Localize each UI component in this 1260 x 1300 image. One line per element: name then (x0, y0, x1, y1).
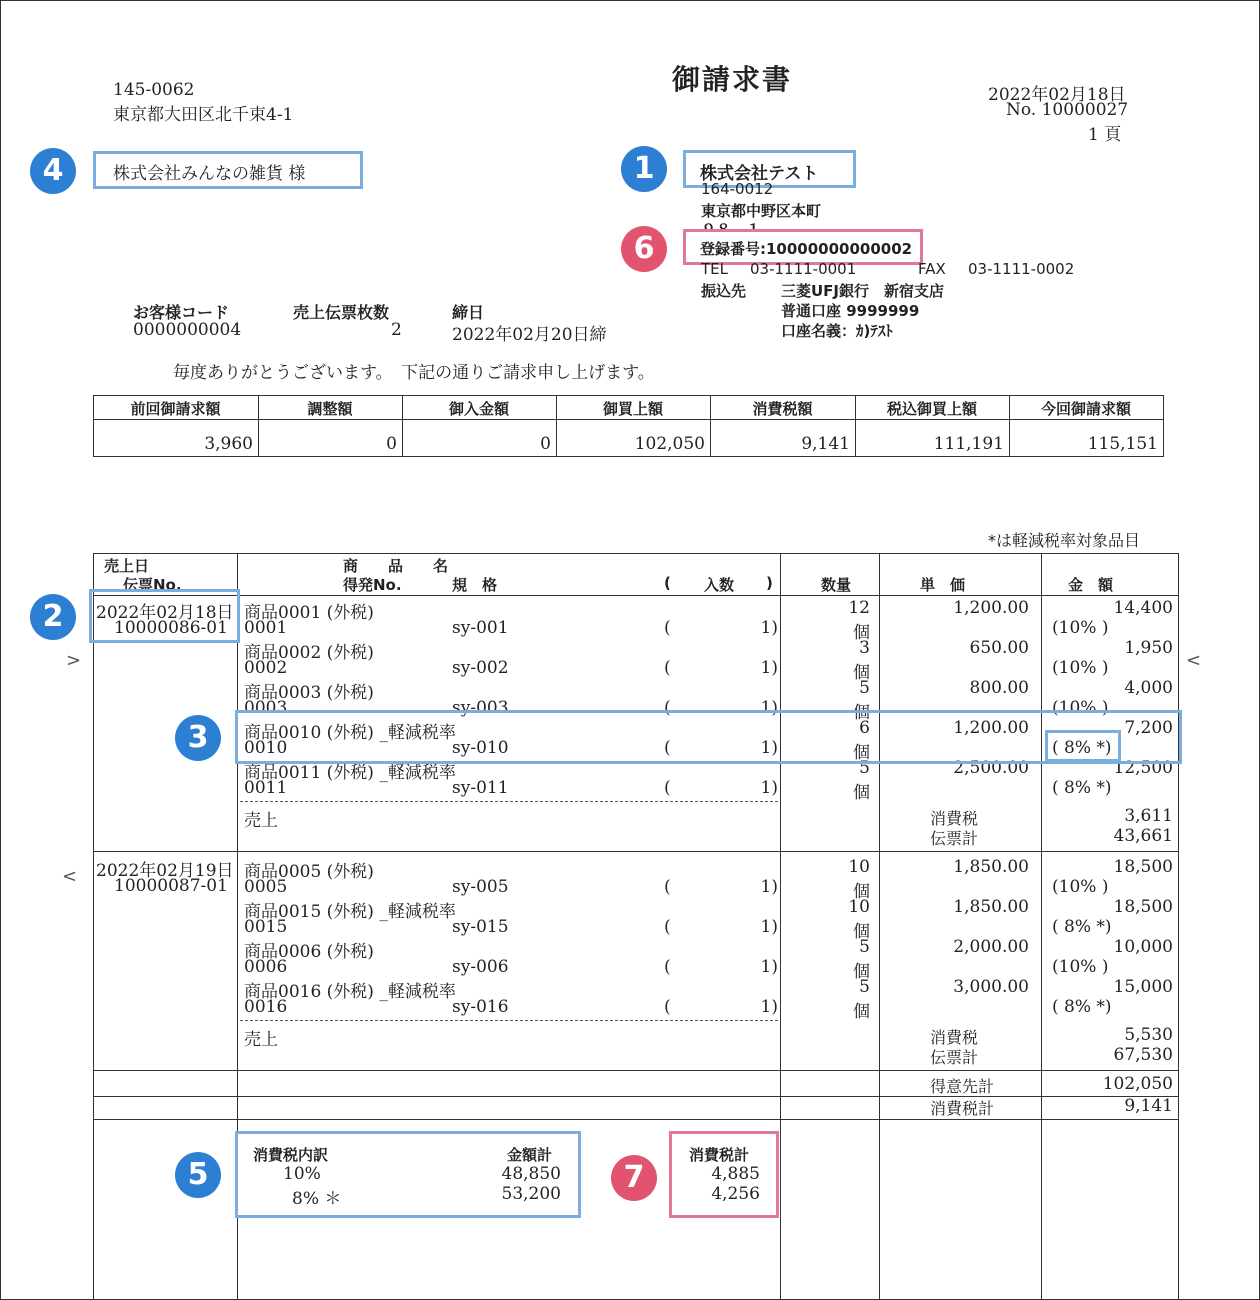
item-paren-open: ( (664, 698, 671, 718)
item-spec: sy-015 (452, 917, 509, 937)
customer-code: 0000000004 (133, 320, 242, 340)
item-quantity: 5 (859, 758, 870, 778)
slip1-total: 43,661 (1113, 826, 1173, 846)
item-code: 0006 (244, 957, 288, 977)
item-pack-qty: 1) (760, 618, 778, 638)
item-tax-rate: ( 8% *) (1052, 778, 1112, 798)
item-quantity: 12 (848, 598, 870, 618)
item-amount: 4,000 (1124, 678, 1173, 698)
summary-header: 税込御買上額 (886, 400, 977, 418)
issuer-name: 株式会社テスト (700, 164, 819, 184)
item-paren-open: ( (664, 738, 671, 758)
breakdown-rate: 8% ＊ (292, 1189, 342, 1209)
item-paren-open: ( (664, 658, 671, 678)
customer-postal: 145-0062 (113, 80, 195, 100)
item-spec: sy-016 (452, 997, 509, 1017)
item-amount: 15,000 (1113, 977, 1173, 997)
item-name: 商品0011 (外税) _軽減税率 (244, 763, 456, 783)
item-name: 商品0015 (外税) _軽減税率 (244, 902, 456, 922)
item-code: 0015 (244, 917, 288, 937)
customer-total: 102,050 (1102, 1074, 1173, 1094)
item-name: 商品0005 (外税) (244, 862, 374, 882)
badge-2: 2 (30, 594, 76, 640)
item-pack-qty: 1) (760, 658, 778, 678)
header-spec: 規 格 (452, 576, 498, 594)
summary-header: 前回御請求額 (130, 400, 221, 418)
item-code: 0001 (244, 618, 288, 638)
slip2-date: 2022年02月19日 (96, 861, 234, 881)
page-marker-left: < (1186, 650, 1202, 671)
summary-value: 111,191 (933, 434, 1004, 454)
item-pack-qty: 1) (760, 997, 778, 1017)
item-unit-price: 1,850.00 (953, 897, 1029, 917)
registration-number: 登録番号:10000000000002 (700, 240, 913, 258)
reduced-tax-note: *は軽減税率対象品目 (988, 531, 1141, 550)
summary-header: 調整額 (307, 400, 353, 418)
slip1-tax: 3,611 (1124, 806, 1173, 826)
page-marker-right: > (66, 650, 82, 671)
item-amount: 14,400 (1113, 598, 1173, 618)
header-unit-price: 単 価 (920, 576, 966, 594)
item-unit: 個 (853, 1002, 870, 1022)
item-paren-open: ( (664, 778, 671, 798)
item-paren-open: ( (664, 917, 671, 937)
item-unit-price: 2,000.00 (953, 937, 1029, 957)
item-unit: 個 (853, 623, 870, 643)
item-tax-rate: ( 8% *) (1052, 738, 1112, 758)
summary-value: 3,960 (204, 434, 253, 454)
issuer-tel-label: TEL (701, 260, 728, 278)
breakdown-amount: 48,850 (501, 1164, 561, 1184)
reduced-item-highlight (235, 710, 1182, 764)
item-paren-open: ( (664, 618, 671, 638)
item-tax-rate: (10% ) (1052, 618, 1109, 638)
breakdown-amount-label: 金額計 (507, 1146, 553, 1164)
item-amount: 1,950 (1124, 638, 1173, 658)
summary-header: 今回御請求額 (1040, 400, 1131, 418)
breakdown-tax-label: 消費税計 (689, 1146, 750, 1164)
item-unit: 個 (853, 962, 870, 982)
summary-value: 0 (540, 434, 551, 454)
item-unit-price: 800.00 (969, 678, 1029, 698)
summary-value: 0 (386, 434, 397, 454)
customer-address: 東京都大田区北千束4-1 (113, 105, 294, 125)
document-title: 御請求書 (672, 63, 793, 96)
breakdown-rate: 10% (283, 1164, 321, 1184)
badge-7: 7 (611, 1155, 657, 1201)
closing-date: 2022年02月20日締 (452, 325, 607, 345)
item-tax-rate: ( 8% *) (1052, 997, 1112, 1017)
page-marker-left: < (62, 866, 78, 887)
item-name: 商品0002 (外税) (244, 643, 374, 663)
reduced-tax-mark-highlight (1045, 730, 1121, 762)
issuer-bank-label: 振込先 (701, 282, 747, 300)
slip1-date: 2022年02月18日 (96, 603, 234, 623)
summary-header: 御入金額 (448, 400, 509, 418)
issuer-account-name: 口座名義：ｶ)ﾃｽﾄ (781, 322, 893, 340)
item-amount: 10,000 (1113, 937, 1173, 957)
breakdown-amount: 53,200 (501, 1184, 561, 1204)
item-quantity: 10 (848, 857, 870, 877)
item-unit: 個 (853, 922, 870, 942)
slip2-sales-label: 売上 (244, 1030, 278, 1050)
item-name: 商品0006 (外税) (244, 942, 374, 962)
issuer-account: 普通口座 9999999 (781, 302, 920, 320)
item-quantity: 5 (859, 937, 870, 957)
issuer-postal: 164-0012 (701, 180, 774, 198)
item-code: 0011 (244, 778, 288, 798)
item-code: 0005 (244, 877, 288, 897)
item-amount: 18,500 (1113, 897, 1173, 917)
issuer-fax-label: FAX (918, 260, 946, 278)
item-quantity: 5 (859, 977, 870, 997)
item-quantity: 6 (859, 718, 870, 738)
header-quantity: 数量 (821, 576, 852, 594)
doc-date: 2022年02月18日 (988, 85, 1126, 105)
item-spec: sy-001 (452, 618, 509, 638)
item-name: 商品0016 (外税) _軽減税率 (244, 982, 456, 1002)
slip1-number: 10000086-01 (114, 618, 228, 638)
item-unit-price: 1,200.00 (953, 718, 1029, 738)
item-pack-qty: 1) (760, 778, 778, 798)
item-spec: sy-002 (452, 658, 509, 678)
slip1-total-label: 伝票計 (930, 829, 979, 848)
summary-header: 消費税額 (752, 400, 813, 418)
item-pack-qty: 1) (760, 957, 778, 977)
slip1-sales-label: 売上 (244, 811, 278, 831)
item-unit-price: 3,000.00 (953, 977, 1029, 997)
summary-value: 115,151 (1087, 434, 1158, 454)
slip2-tax: 5,530 (1124, 1025, 1173, 1045)
item-spec: sy-006 (452, 957, 509, 977)
item-unit: 個 (853, 743, 870, 763)
item-tax-rate: (10% ) (1052, 658, 1109, 678)
item-quantity: 3 (859, 638, 870, 658)
item-tax-rate: (10% ) (1052, 698, 1109, 718)
item-tax-rate: (10% ) (1052, 957, 1109, 977)
item-spec: sy-003 (452, 698, 509, 718)
header-paren-open: ( (664, 574, 671, 592)
item-code: 0016 (244, 997, 288, 1017)
slip2-tax-label: 消費税 (930, 1028, 979, 1047)
item-spec: sy-011 (452, 778, 509, 798)
item-unit: 個 (853, 783, 870, 803)
item-unit-price: 1,200.00 (953, 598, 1029, 618)
item-amount: 12,500 (1113, 758, 1173, 778)
item-tax-rate: ( 8% *) (1052, 917, 1112, 937)
item-quantity: 5 (859, 678, 870, 698)
slip1-date-highlight (89, 589, 240, 643)
item-unit-price: 1,850.00 (953, 857, 1029, 877)
item-pack-qty: 1) (760, 698, 778, 718)
badge-1: 1 (621, 146, 667, 192)
header-pack-qty: 入数 (704, 576, 735, 594)
tax-total: 9,141 (1124, 1096, 1173, 1116)
item-name: 商品0001 (外税) (244, 603, 374, 623)
item-spec: sy-005 (452, 877, 509, 897)
badge-6: 6 (621, 226, 667, 272)
customer-code-label: お客様コード (133, 303, 230, 322)
breakdown-label: 消費税内訳 (253, 1146, 329, 1164)
slip-count: 2 (391, 320, 402, 340)
item-tax-rate: (10% ) (1052, 877, 1109, 897)
summary-header: 御買上額 (602, 400, 663, 418)
doc-number: No. 10000027 (1006, 100, 1129, 120)
item-amount: 18,500 (1113, 857, 1173, 877)
header-product-code: 得発No. (343, 576, 402, 594)
item-code: 0002 (244, 658, 288, 678)
issuer-bank: 三菱UFJ銀行 新宿支店 (781, 282, 945, 300)
header-amount: 金 額 (1068, 576, 1114, 594)
customer-name: 株式会社みんなの雑貨 様 (113, 164, 306, 184)
issuer-tel: 03-1111-0001 (750, 260, 857, 278)
item-pack-qty: 1) (760, 877, 778, 897)
item-pack-qty: 1) (760, 738, 778, 758)
slip2-total: 67,530 (1113, 1045, 1173, 1065)
header-sales-date: 売上日 (104, 557, 150, 575)
item-paren-open: ( (664, 997, 671, 1017)
summary-value: 9,141 (801, 434, 850, 454)
slip1-tax-label: 消費税 (930, 809, 979, 828)
item-paren-open: ( (664, 957, 671, 977)
badge-5: 5 (175, 1152, 221, 1198)
item-unit-price: 650.00 (969, 638, 1029, 658)
slip2-total-label: 伝票計 (930, 1048, 979, 1067)
item-unit: 個 (853, 882, 870, 902)
item-paren-open: ( (664, 877, 671, 897)
breakdown-tax: 4,256 (711, 1184, 760, 1204)
doc-page: 1 頁 (1088, 125, 1122, 145)
greeting: 毎度ありがとうございます。 下記の通りご請求申し上げます。 (173, 363, 655, 383)
item-code: 0010 (244, 738, 288, 758)
item-name: 商品0003 (外税) (244, 683, 374, 703)
item-spec: sy-010 (452, 738, 509, 758)
closing-date-label: 締日 (452, 303, 485, 322)
summary-value: 102,050 (634, 434, 705, 454)
item-unit: 個 (853, 663, 870, 683)
item-pack-qty: 1) (760, 917, 778, 937)
issuer-address1: 東京都中野区本町 (701, 202, 822, 220)
customer-total-label: 得意先計 (930, 1077, 995, 1096)
slip-count-label: 売上伝票枚数 (293, 303, 390, 322)
tax-total-label: 消費税計 (930, 1099, 995, 1118)
issuer-fax: 03-1111-0002 (968, 260, 1075, 278)
badge-3: 3 (175, 715, 221, 761)
item-name: 商品0010 (外税) _軽減税率 (244, 723, 456, 743)
slip2-number: 10000087-01 (114, 876, 228, 896)
badge-4: 4 (30, 148, 76, 194)
item-unit: 個 (853, 703, 870, 723)
item-code: 0003 (244, 698, 288, 718)
header-product-name: 商 品 名 (343, 557, 449, 575)
item-amount: 7,200 (1124, 718, 1173, 738)
header-paren-close: ) (766, 574, 773, 592)
item-quantity: 10 (848, 897, 870, 917)
item-unit-price: 2,500.00 (953, 758, 1029, 778)
header-slip-no: 伝票No. (123, 576, 182, 594)
breakdown-tax: 4,885 (711, 1164, 760, 1184)
